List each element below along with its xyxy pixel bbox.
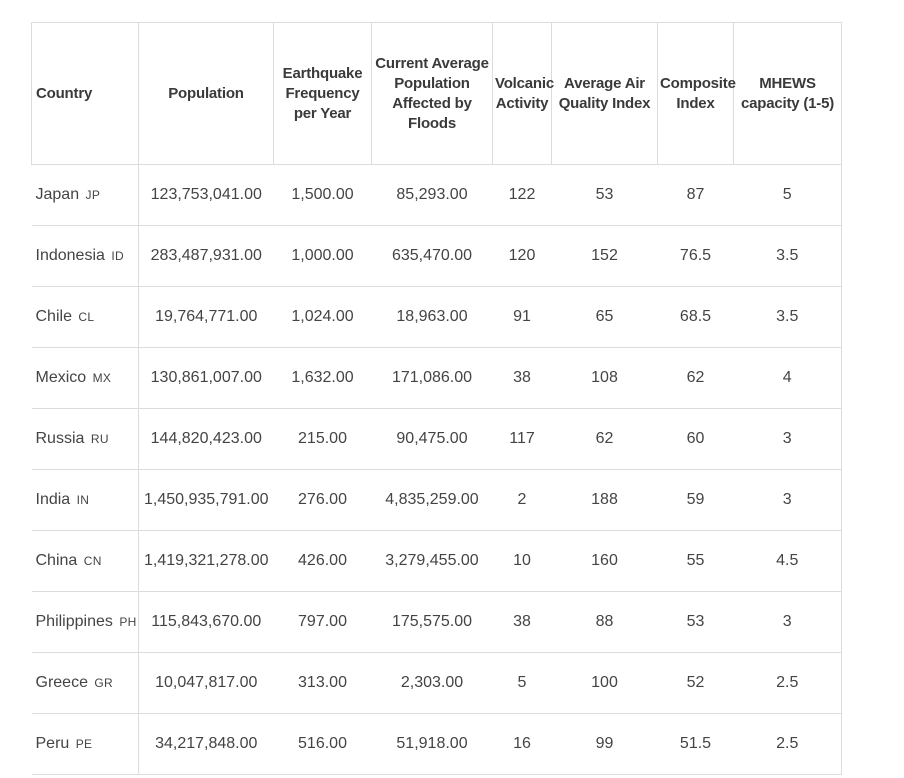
- column-header-population[interactable]: Population: [139, 23, 274, 165]
- cell-earthquake-frequency: 1,000.00: [274, 226, 372, 287]
- cell-volcanic-activity: 117: [493, 409, 552, 470]
- cell-air-quality: 65: [552, 287, 658, 348]
- cell-composite-index: 60: [658, 409, 734, 470]
- cell-flood-affected: 175,575.00: [372, 592, 493, 653]
- cell-flood-affected: 18,963.00: [372, 287, 493, 348]
- cell-flood-affected: 2,303.00: [372, 653, 493, 714]
- country-name: Japan: [35, 186, 80, 203]
- cell-population: 115,843,670.00: [139, 592, 274, 653]
- cell-composite-index: 59: [658, 470, 734, 531]
- cell-composite-index: 51.5: [658, 714, 734, 775]
- cell-mhews-capacity: 4: [734, 348, 842, 409]
- cell-country: [32, 653, 139, 714]
- country-name: Peru: [35, 735, 70, 752]
- cell-population: 144,820,423.00: [139, 409, 274, 470]
- data-table-container: [31, 22, 841, 775]
- cell-mhews-capacity: 3: [734, 470, 842, 531]
- column-header-air-quality[interactable]: Average Air Quality Index: [552, 23, 658, 165]
- cell-volcanic-activity: 10: [493, 531, 552, 592]
- country-code: PH: [119, 615, 137, 629]
- cell-air-quality: 99: [552, 714, 658, 775]
- table-header: [32, 23, 842, 165]
- country-name: China: [35, 552, 78, 569]
- cell-population: 1,419,321,278.00: [139, 531, 274, 592]
- table-row: [32, 470, 842, 531]
- cell-country: [32, 165, 139, 226]
- country-code: IN: [76, 493, 90, 507]
- cell-country: [32, 348, 139, 409]
- cell-air-quality: 152: [552, 226, 658, 287]
- table-row: [32, 714, 842, 775]
- cell-population: 130,861,007.00: [139, 348, 274, 409]
- country-name: Indonesia: [35, 247, 105, 264]
- table-body: [32, 165, 842, 775]
- country-name: Mexico: [35, 369, 87, 386]
- cell-composite-index: 53: [658, 592, 734, 653]
- country-code: JP: [85, 188, 101, 202]
- country-code: CN: [83, 554, 102, 568]
- cell-mhews-capacity: 3.5: [734, 226, 842, 287]
- country-code: ID: [111, 249, 124, 263]
- table-row: [32, 226, 842, 287]
- cell-country: [32, 531, 139, 592]
- cell-air-quality: 160: [552, 531, 658, 592]
- column-header-mhews-capacity[interactable]: MHEWS capacity (1-5): [734, 23, 842, 165]
- cell-population: 283,487,931.00: [139, 226, 274, 287]
- cell-population: 19,764,771.00: [139, 287, 274, 348]
- cell-mhews-capacity: 2.5: [734, 714, 842, 775]
- cell-earthquake-frequency: 215.00: [274, 409, 372, 470]
- country-name: India: [35, 491, 71, 508]
- country-code: RU: [90, 432, 109, 446]
- cell-earthquake-frequency: 426.00: [274, 531, 372, 592]
- country-name: Greece: [35, 674, 88, 691]
- table-row: [32, 531, 842, 592]
- cell-country: [32, 714, 139, 775]
- cell-composite-index: 76.5: [658, 226, 734, 287]
- cell-mhews-capacity: 2.5: [734, 653, 842, 714]
- cell-country: [32, 409, 139, 470]
- cell-mhews-capacity: 5: [734, 165, 842, 226]
- cell-volcanic-activity: 5: [493, 653, 552, 714]
- cell-earthquake-frequency: 516.00: [274, 714, 372, 775]
- cell-air-quality: 188: [552, 470, 658, 531]
- table-row: [32, 592, 842, 653]
- table-row: [32, 165, 842, 226]
- cell-country: [32, 287, 139, 348]
- cell-composite-index: 68.5: [658, 287, 734, 348]
- country-name: Philippines: [35, 613, 113, 630]
- cell-air-quality: 62: [552, 409, 658, 470]
- cell-air-quality: 53: [552, 165, 658, 226]
- cell-volcanic-activity: 122: [493, 165, 552, 226]
- cell-flood-affected: 90,475.00: [372, 409, 493, 470]
- cell-earthquake-frequency: 1,024.00: [274, 287, 372, 348]
- cell-composite-index: 55: [658, 531, 734, 592]
- table-row: [32, 653, 842, 714]
- cell-earthquake-frequency: 1,632.00: [274, 348, 372, 409]
- cell-flood-affected: 4,835,259.00: [372, 470, 493, 531]
- cell-volcanic-activity: 38: [493, 348, 552, 409]
- cell-volcanic-activity: 2: [493, 470, 552, 531]
- cell-composite-index: 52: [658, 653, 734, 714]
- column-header-composite-index[interactable]: Composite Index: [658, 23, 734, 165]
- column-header-country[interactable]: Country: [32, 23, 139, 165]
- cell-flood-affected: 3,279,455.00: [372, 531, 493, 592]
- cell-country: [32, 470, 139, 531]
- cell-mhews-capacity: 3.5: [734, 287, 842, 348]
- cell-flood-affected: 51,918.00: [372, 714, 493, 775]
- country-name: Chile: [35, 308, 72, 325]
- country-hazard-table: [31, 22, 842, 775]
- cell-flood-affected: 171,086.00: [372, 348, 493, 409]
- country-code: PE: [75, 737, 93, 751]
- cell-population: 10,047,817.00: [139, 653, 274, 714]
- cell-population: 1,450,935,791.00: [139, 470, 274, 531]
- cell-population: 34,217,848.00: [139, 714, 274, 775]
- cell-earthquake-frequency: 276.00: [274, 470, 372, 531]
- cell-earthquake-frequency: 1,500.00: [274, 165, 372, 226]
- cell-composite-index: 87: [658, 165, 734, 226]
- cell-flood-affected: 635,470.00: [372, 226, 493, 287]
- cell-country: [32, 226, 139, 287]
- table-row: [32, 287, 842, 348]
- cell-air-quality: 88: [552, 592, 658, 653]
- cell-volcanic-activity: 120: [493, 226, 552, 287]
- column-header-volcanic-activity[interactable]: Volcanic Activity: [493, 23, 552, 165]
- table-row: [32, 348, 842, 409]
- cell-mhews-capacity: 4.5: [734, 531, 842, 592]
- cell-earthquake-frequency: 313.00: [274, 653, 372, 714]
- country-name: Russia: [35, 430, 85, 447]
- cell-population: 123,753,041.00: [139, 165, 274, 226]
- column-header-earthquake-frequency[interactable]: Earthquake Frequency per Year: [274, 23, 372, 165]
- cell-mhews-capacity: 3: [734, 592, 842, 653]
- cell-country: [32, 592, 139, 653]
- column-header-flood-affected[interactable]: Current Average Population Affected by Floods: [372, 23, 493, 165]
- cell-air-quality: 100: [552, 653, 658, 714]
- cell-air-quality: 108: [552, 348, 658, 409]
- country-code: CL: [78, 310, 95, 324]
- cell-earthquake-frequency: 797.00: [274, 592, 372, 653]
- header-row: [32, 23, 842, 165]
- cell-flood-affected: 85,293.00: [372, 165, 493, 226]
- cell-mhews-capacity: 3: [734, 409, 842, 470]
- country-code: MX: [92, 371, 112, 385]
- cell-volcanic-activity: 38: [493, 592, 552, 653]
- cell-volcanic-activity: 16: [493, 714, 552, 775]
- country-code: GR: [94, 676, 114, 690]
- cell-composite-index: 62: [658, 348, 734, 409]
- cell-volcanic-activity: 91: [493, 287, 552, 348]
- table-row: [32, 409, 842, 470]
